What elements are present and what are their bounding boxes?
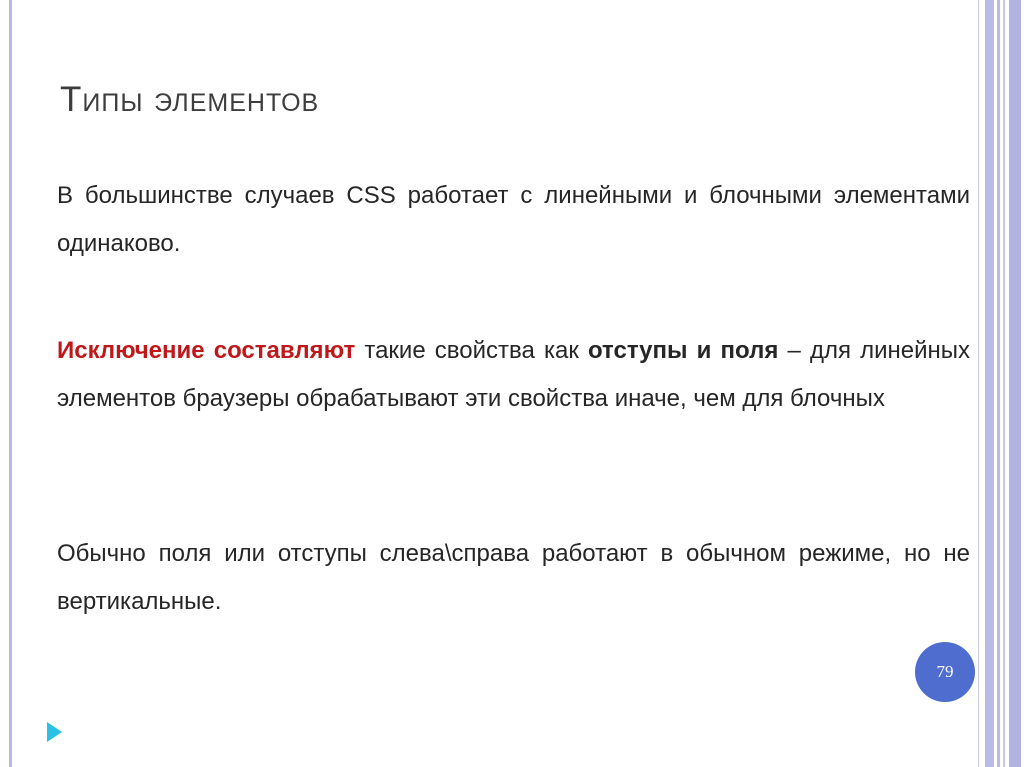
right-stripe-4 (1003, 0, 1005, 767)
slide-title: Типы элементов (60, 80, 320, 119)
left-decorative-stripe (9, 0, 12, 767)
page-number-badge (915, 642, 975, 702)
right-stripe-3 (997, 0, 1000, 767)
margins-paddings-bold: отступы и поля (587, 337, 779, 364)
right-stripe-1 (978, 0, 979, 767)
paragraph-2-rest: – для линейных элементов браузеры обрабатывают эти свойства иначе, чем для блочных (57, 337, 970, 412)
paragraph-2 (57, 327, 970, 423)
right-stripe-5 (1009, 0, 1021, 767)
right-decorative-stripes (976, 0, 1024, 767)
exception-highlight: Исключение составляют (57, 337, 356, 364)
paragraph-3: Обычно поля или отступы слева\справа работают в обычном режиме, но не вертикальные. (57, 540, 970, 615)
paragraph-1: В большинстве случаев CSS работает с линейными и блочными элементами одинаково. (57, 182, 970, 257)
paragraph-2-mid: такие свойства как (355, 337, 588, 364)
right-stripe-2 (985, 0, 994, 767)
corner-triangle-icon (47, 722, 62, 742)
page-number: 79 (936, 662, 954, 681)
